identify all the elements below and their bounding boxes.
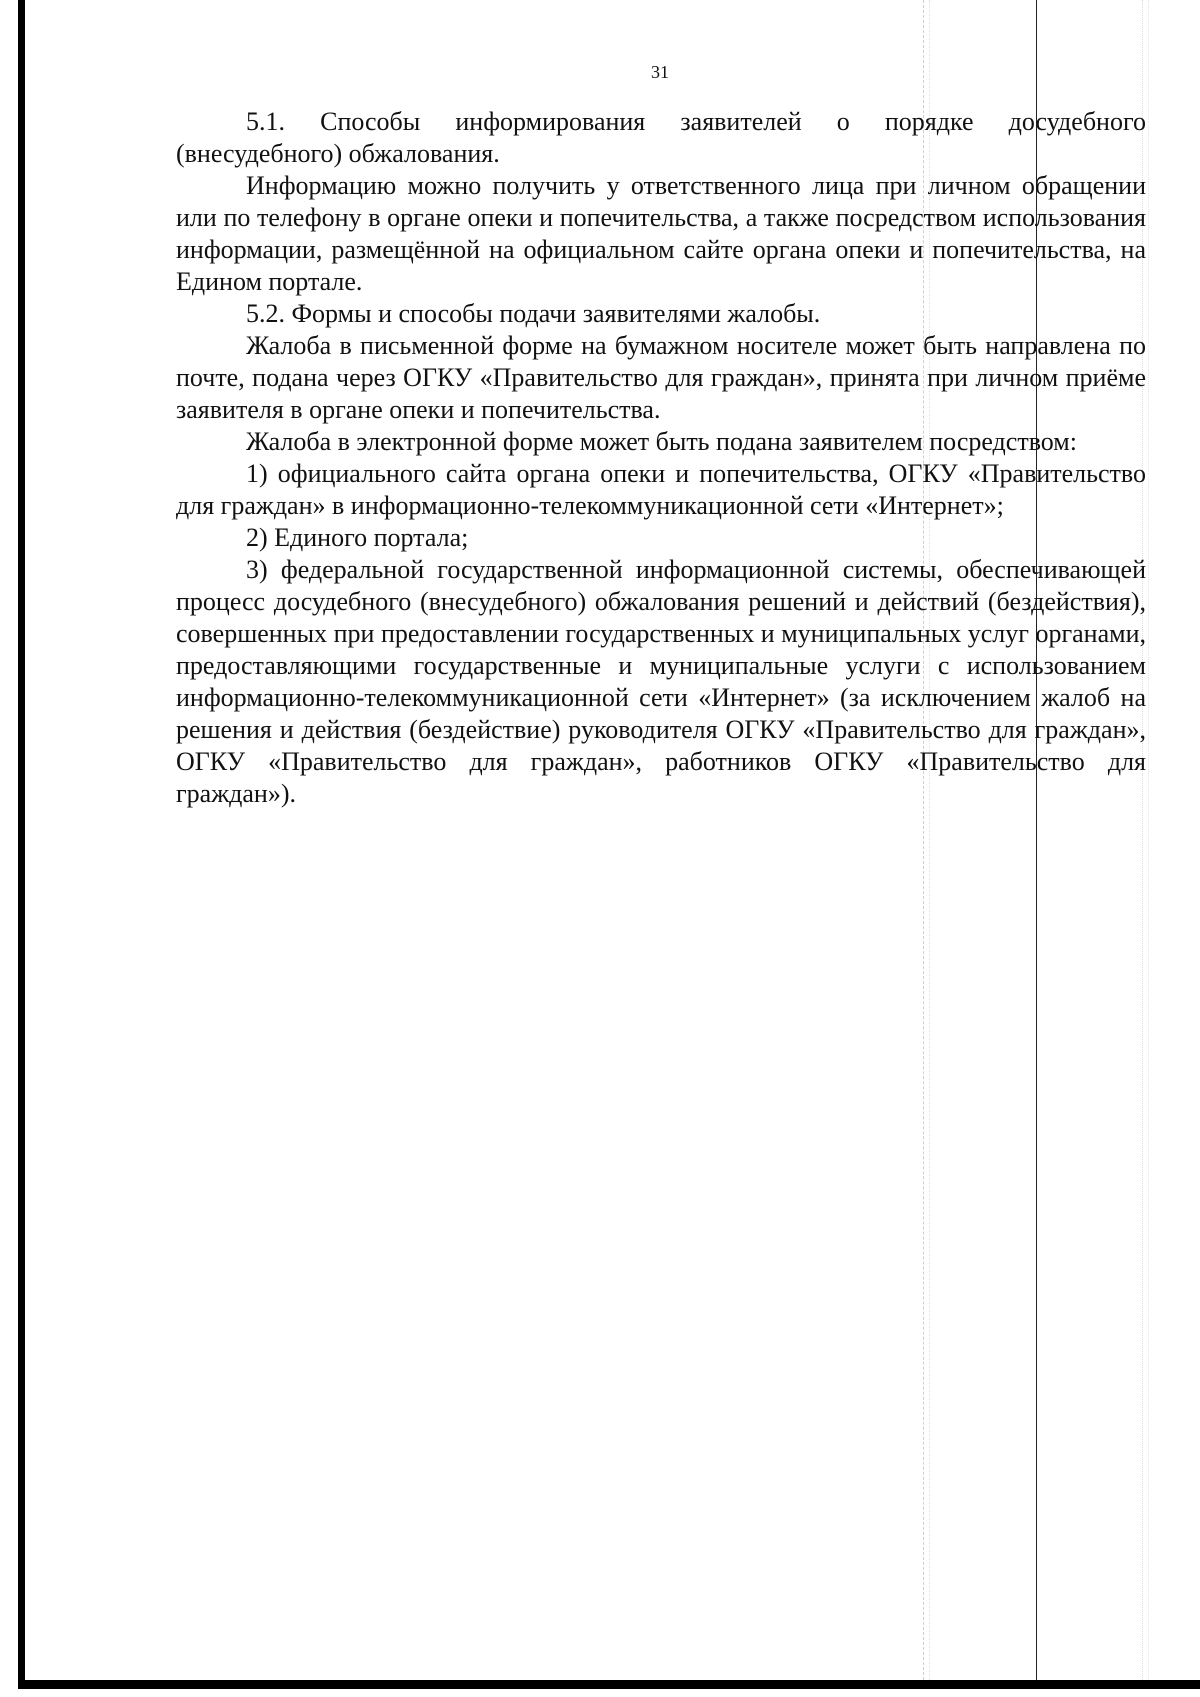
document-body	[176, 106, 1146, 810]
paragraph-paper-complaint: Жалоба в письменной форме на бумажном носителе может быть направлена по почте, подана через ОГКУ «Правительство для граждан», принята при личном приёме заявителя в органе опеки и попечительства.	[176, 331, 1146, 424]
section-heading-5-1: 5.1. Способы информирования заявителей о порядке досудебного (внесудебного) обжалования.	[176, 107, 1146, 168]
list-item-1: 1) официального сайта органа опеки и попечительства, ОГКУ «Правительство для граждан» в информационно-телекоммуникационной сети «Интернет»;	[176, 459, 1146, 520]
paragraph-information: Информацию можно получить у ответственного лица при личном обращении или по телефону в органе опеки и попечительства, а также посредством использования информации, размещённой на официальном сайте органа опеки и попечительства, на Едином портале.	[176, 171, 1146, 296]
scan-border-bottom	[18, 1680, 1200, 1689]
list-item-2: 2) Единого портала;	[246, 523, 469, 552]
section-heading-5-2: 5.2. Формы и способы подачи заявителями жалобы.	[246, 299, 821, 328]
list-item-3: 3) федеральной государственной информационной системы, обеспечивающей процесс досудебного (внесудебного) обжалования решений и действий (бездействия), совершенных при предоставлении государственных и муниципальных услуг органами, предоставляющими государственные и муниципальные услуги с использованием информационно-телекоммуникационной сети «Интернет» (за исключением жалоб на решения и действия (бездействие) руководителя ОГКУ «Правительство для граждан», ОГКУ «Правительство для граждан», работников ОГКУ «Правительство для граждан»).	[176, 555, 1146, 808]
page-number: 31	[651, 62, 669, 82]
paragraph-electronic-complaint: Жалоба в электронной форме может быть подана заявителем посредством:	[246, 427, 1077, 456]
scan-artifact-line	[1148, 0, 1149, 1680]
scan-border-left	[18, 0, 25, 1688]
